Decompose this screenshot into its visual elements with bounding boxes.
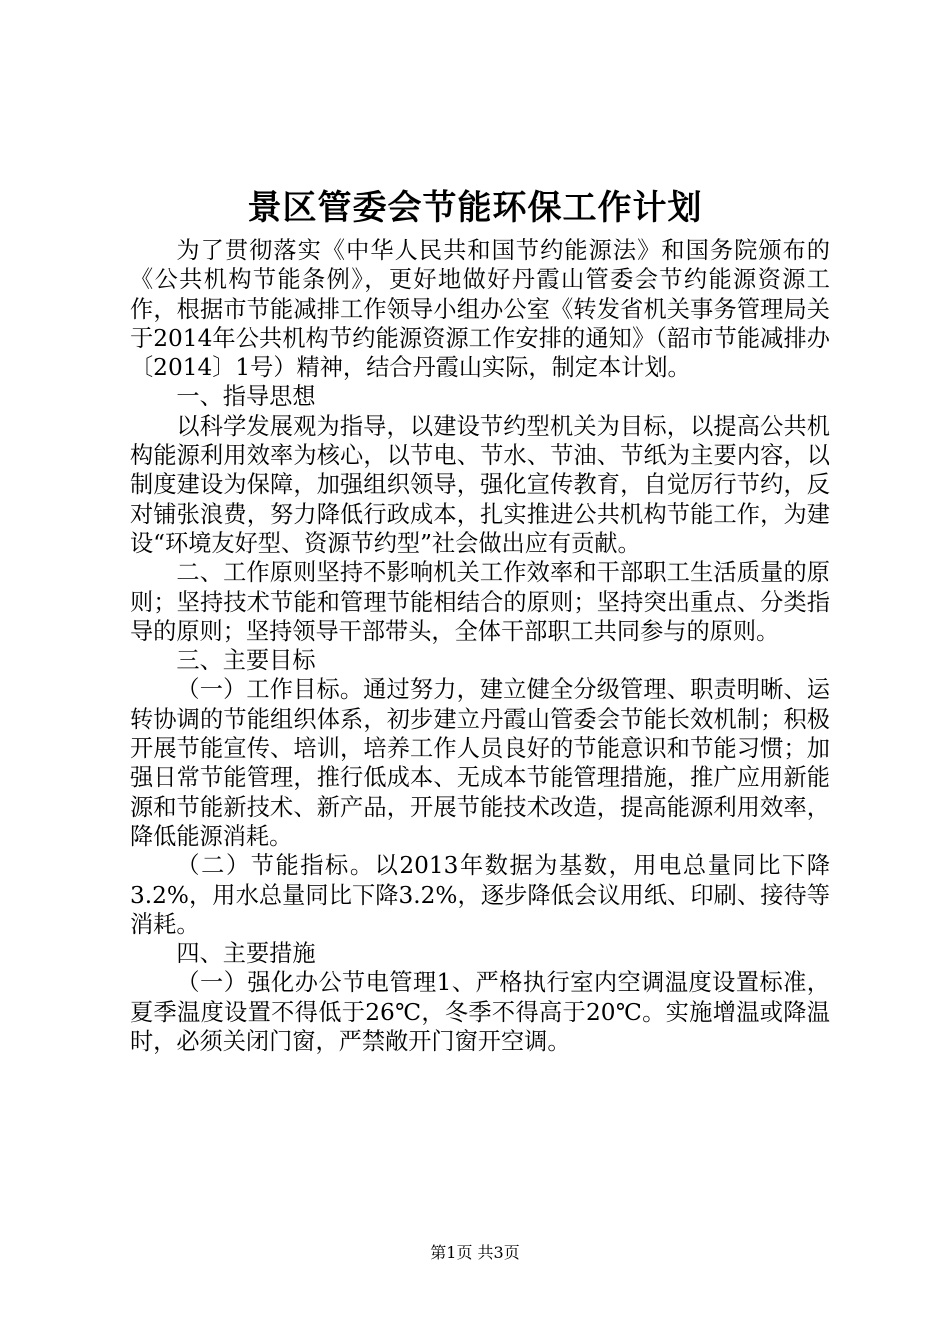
guiding-ideology-paragraph: 以科学发展观为指导，以建设节约型机关为目标，以提高公共机构能源利用效率为核心，以节电、节水、节油、节纸为主要内容，以制度建设为保障，加强组织领导，强化宣传教育，自觉厉行节约，反对铺张浪费，努力降低行政成本，扎实推进公共机构节能工作，为建设“环境友好型、资源节约型”社会做出应有贡献。	[130, 412, 830, 557]
section-heading-guiding-ideology: 一、指导思想	[176, 383, 316, 411]
document-body	[130, 236, 830, 1056]
intro-paragraph: 为了贯彻落实《中华人民共和国节约能源法》和国务院颁布的《公共机构节能条例》，更好地做好丹霞山管委会节约能源资源工作，根据市节能减排工作领导小组办公室《转发省机关事务管理局关于2014年公共机构节约能源资源工作安排的通知》（韶市节能减排办〔2014〕1号）精神，结合丹霞山实际，制定本计划。	[130, 237, 830, 382]
power-saving-paragraph: （一）强化办公节电管理1、严格执行室内空调温度设置标准，夏季温度设置不得低于26℃，冬季不得高于20℃。实施增温或降温时，必须关闭门窗，严禁敞开门窗开空调。	[130, 969, 830, 1056]
work-principles-paragraph: 二、工作原则坚持不影响机关工作效率和干部职工生活质量的原则；坚持技术节能和管理节能相结合的原则；坚持突出重点、分类指导的原则；坚持领导干部带头，全体干部职工共同参与的原则。	[130, 559, 830, 645]
page-number-footer: 第1页 共3页	[430, 1243, 520, 1262]
section-heading-main-goals: 三、主要目标	[176, 647, 316, 675]
section-heading-main-measures: 四、主要措施	[176, 940, 316, 968]
document-title: 景区管委会节能环保工作计划	[247, 188, 703, 228]
work-goals-paragraph: （一）工作目标。通过努力，建立健全分级管理、职责明晰、运转协调的节能组织体系，初步建立丹霞山管委会节能长效机制；积极开展节能宣传、培训，培养工作人员良好的节能意识和节能习惯；加强日常节能管理，推行低成本、无成本节能管理措施，推广应用新能源和节能新技术、新产品，开展节能技术改造，提高能源利用效率，降低能源消耗。	[130, 676, 830, 850]
energy-indicators-paragraph: （二）节能指标。以2013年数据为基数，用电总量同比下降3.2%，用水总量同比下降3.2%，逐步降低会议用纸、印刷、接待等消耗。	[130, 852, 830, 938]
